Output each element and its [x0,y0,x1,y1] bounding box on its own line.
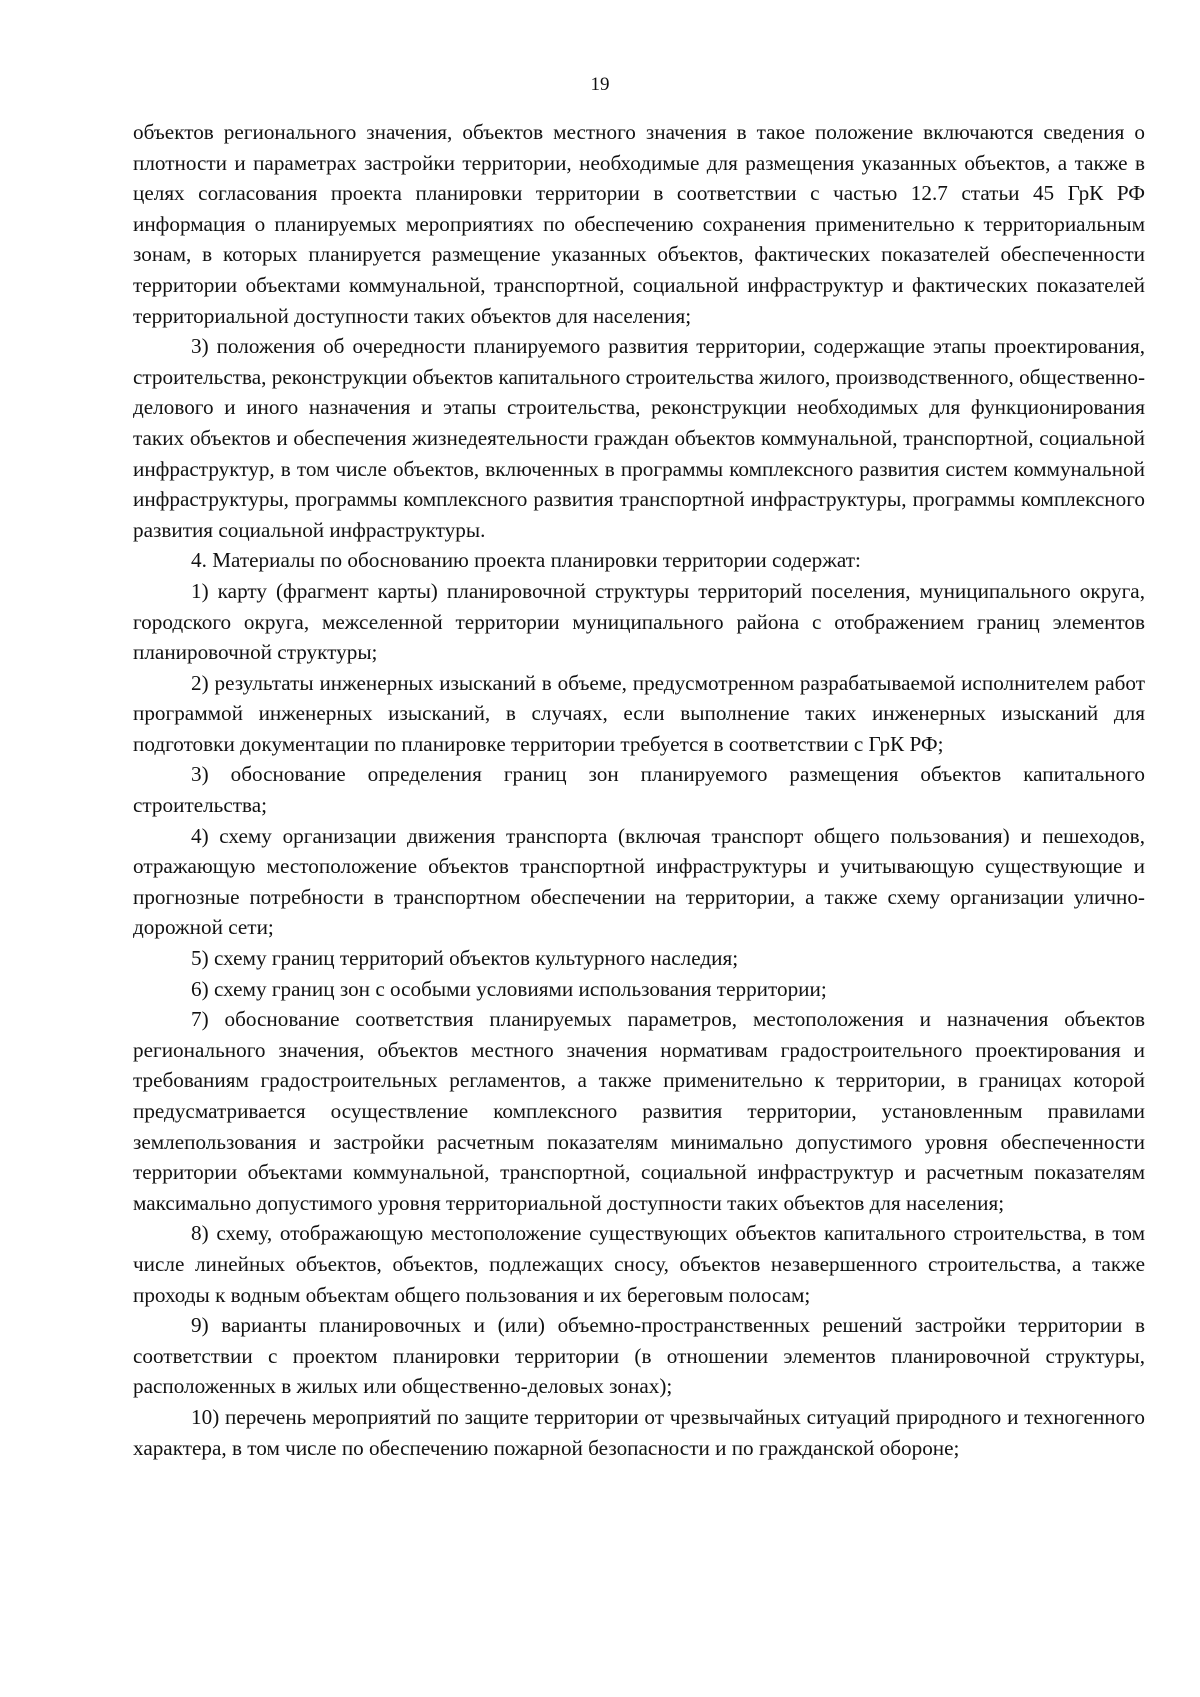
paragraph-item-8-existing-objects-scheme: 8) схему, отображающую местоположение существующих объектов капитального строительства, в том числе линейных объектов, объектов, подлежащих сносу, объектов незавершенного строительства, а также проходы к водным объектам общего пользования и их береговым полосам; [133,1221,1145,1307]
paragraph-item-7-justification: 7) обоснование соответствия планируемых параметров, местоположения и назначения объектов регионального значения, объектов местного значения нормативам градостроительного проектирования и требованиям градостроительных регламентов, а также применительно к территории, в границах которой предусматривается осуществление комплексного развития территории, установленным правилами землепользования и застройки расчетным показателям минимально допустимого уровня обеспеченности территории объектами коммунальной, транспортной, социальной инфраструктур и расчетным показателям максимально допустимого уровня территориальной доступности таких объектов для населения; [133,1007,1145,1215]
paragraph-item-6-special-zones-scheme: 6) схему границ зон с особыми условиями использования территории; [191,976,827,1001]
paragraph-item-3-stages: 3) положения об очередности планируемого развития территории, содержащие этапы проектирования, строительства, реконструкции объектов капитального строительства жилого, производственного, общественно-делового и иного назначения и этапы строительства, реконструкции необходимых для функционирования таких объектов и обеспечения жизнедеятельности граждан объектов коммунальной, транспортной, социальной инфраструктур, в том числе объектов, включенных в программы комплексного развития систем коммунальной инфраструктуры, программы комплексного развития транспортной инфраструктуры, программы комплексного развития социальной инфраструктуры. [133,334,1145,542]
document-body [133,117,1145,1463]
page-number: 19 [590,74,610,95]
paragraph-item-3-zone-boundaries: 3) обоснование определения границ зон планируемого размещения объектов капитального строительства; [133,762,1145,818]
paragraph-item-9-planning-variants: 9) варианты планировочных и (или) объемно-пространственных решений застройки территории в соответствии с проектом планировки территории (в отношении элементов планировочной структуры, расположенных в жилых или общественно-деловых зонах); [133,1313,1145,1399]
paragraph-item-1-map: 1) карту (фрагмент карты) планировочной структуры территорий поселения, муниципального округа, городского округа, межселенной территории муниципального района с отображением границ элементов планировочной структуры; [133,578,1145,665]
paragraph-item-4-traffic-scheme: 4) схему организации движения транспорта (включая транспорт общего пользования) и пешеходов, отражающую местоположение объектов транспортной инфраструктуры и учитывающую существующие и прогнозные потребности в транспортном обеспечении на территории, а также схему организации улично-дорожной сети; [133,823,1145,940]
paragraph-item-10-emergency-measures: 10) перечень мероприятий по защите территории от чрезвычайных ситуаций природного и техногенного характера, в том числе по обеспечению пожарной безопасности и по гражданской обороне; [133,1404,1145,1460]
paragraph-section-4-heading: 4. Материалы по обоснованию проекта планировки территории содержат: [191,548,861,573]
paragraph-item-2-surveys: 2) результаты инженерных изысканий в объеме, предусмотренном разрабатываемой исполнителем работ программой инженерных изысканий, в случаях, если выполнение таких инженерных изысканий для подготовки документации по планировке территории требуется в соответствии с ГрК РФ; [133,670,1145,756]
paragraph-continuation: объектов регионального значения, объектов местного значения в такое положение включаются сведения о плотности и параметрах застройки территории, необходимые для размещения указанных объектов, а также в целях согласования проекта планировки территории в соответствии с частью 12.7 статьи 45 ГрК РФ информация о планируемых мероприятиях по обеспечению сохранения применительно к территориальным зонам, в которых планируется размещение указанных объектов, фактических показателей обеспеченности территории объектами коммунальной, транспортной, социальной инфраструктур и фактических показателей территориальной доступности таких объектов для населения; [133,120,1145,328]
paragraph-item-5-heritage-scheme: 5) схему границ территорий объектов культурного наследия; [191,946,739,971]
